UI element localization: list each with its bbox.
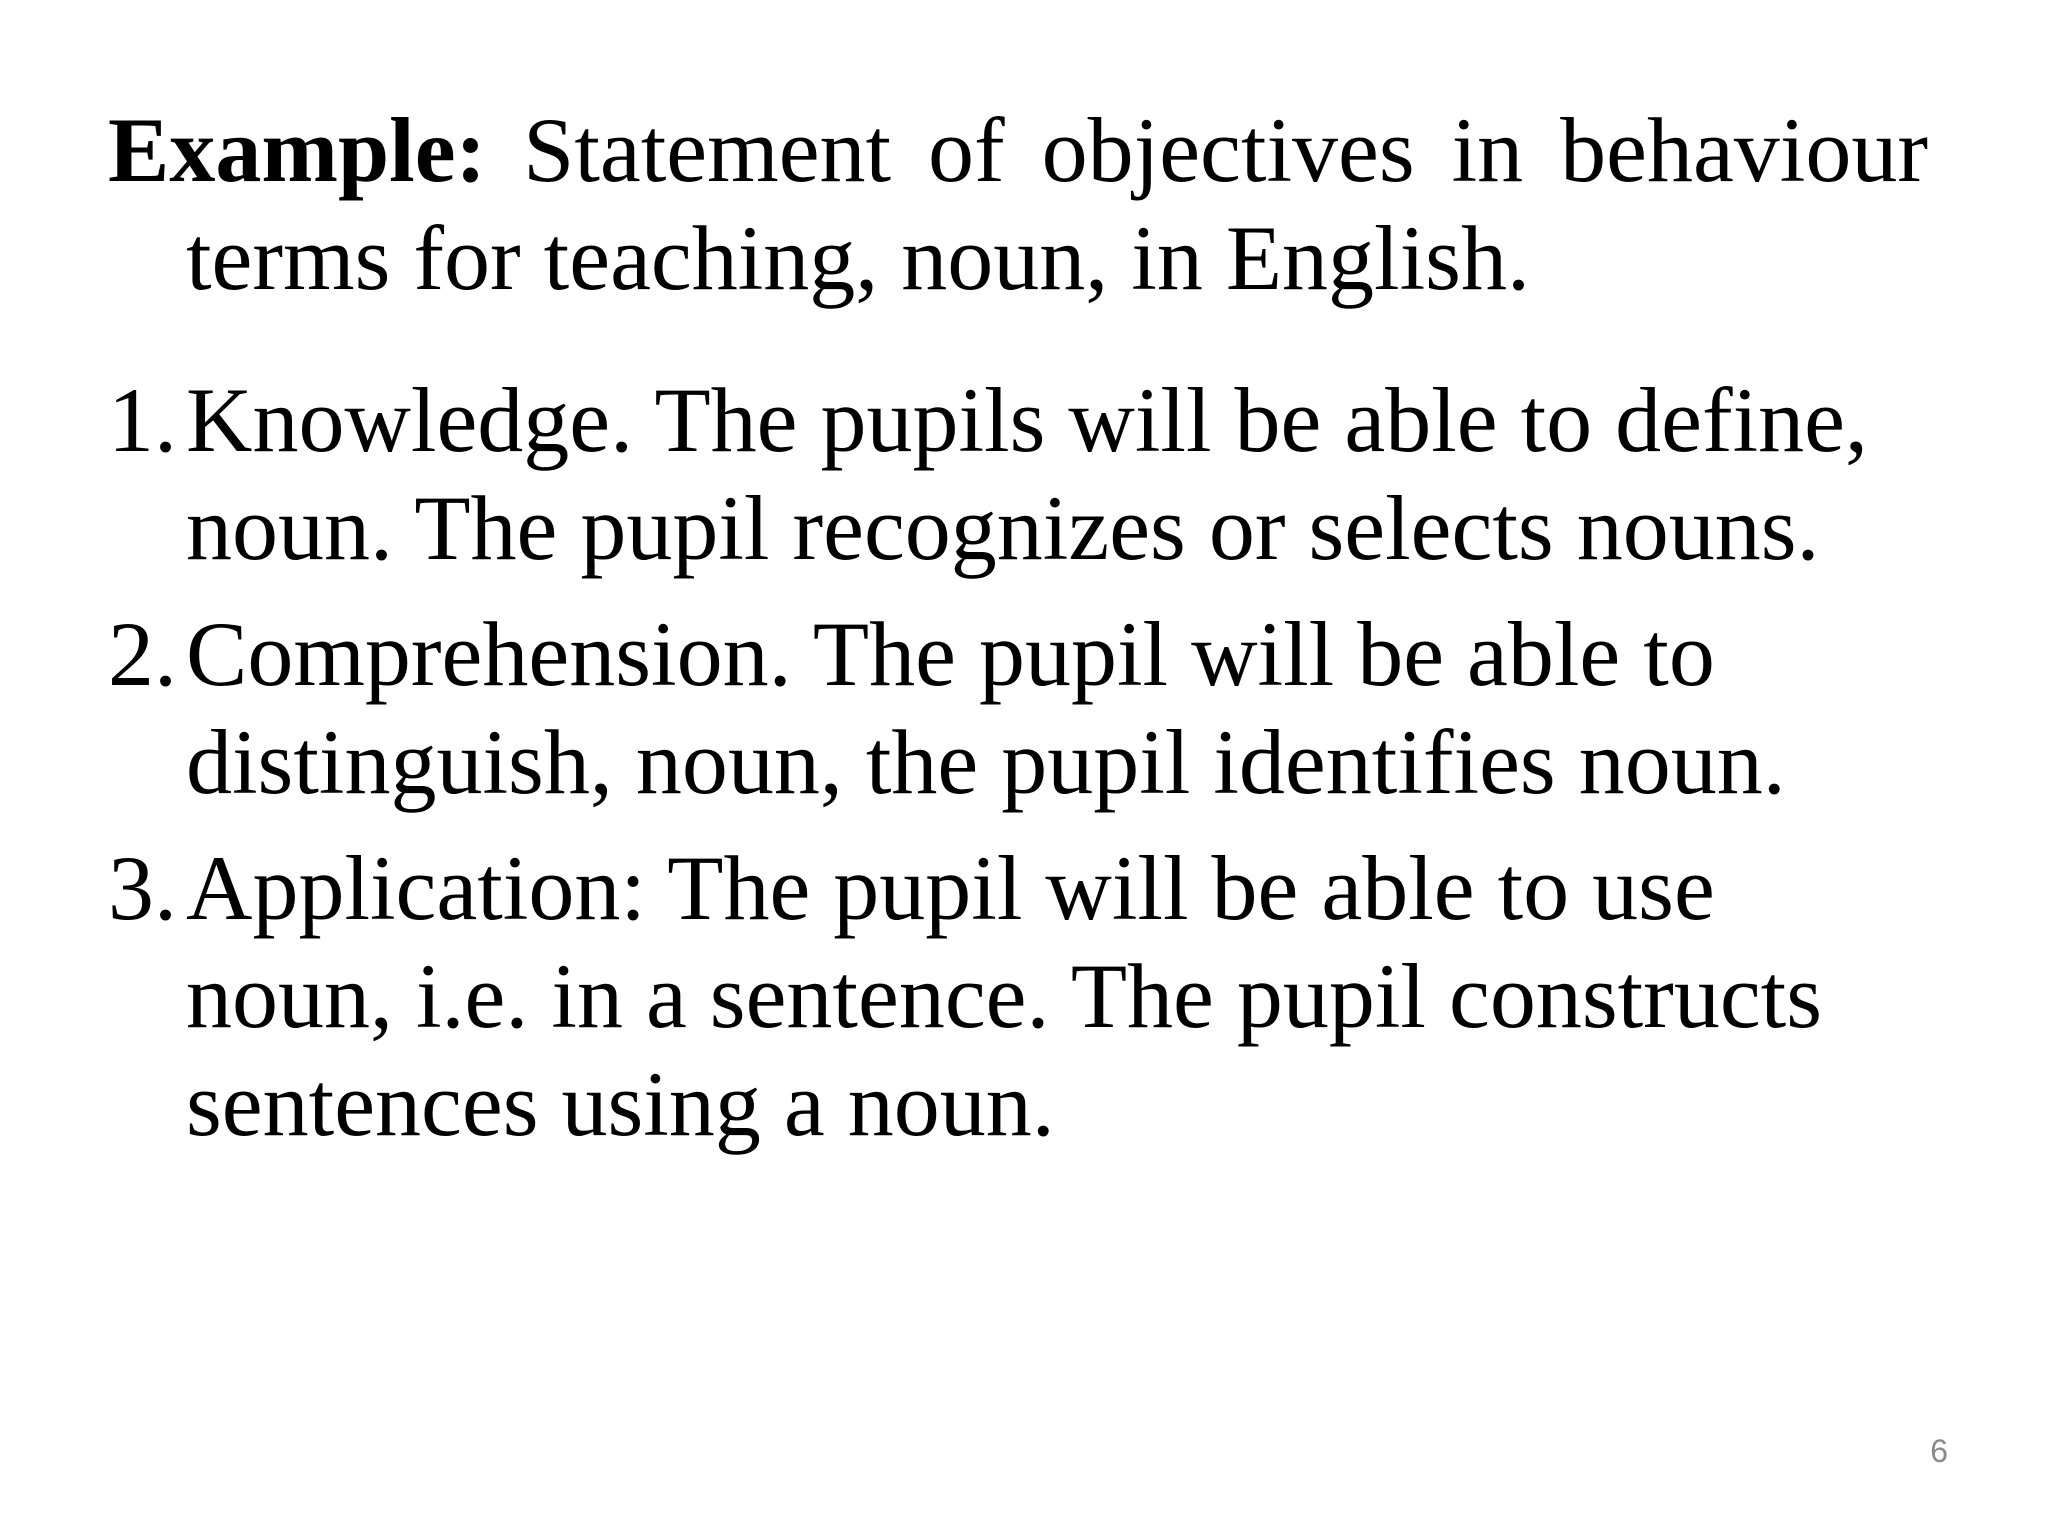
objective-text: Application: The pupil will be able to use noun, i.e. in a sentence. The pupil constructs sentences using a noun. xyxy=(186,837,1823,1155)
objective-number: 2. xyxy=(108,603,177,705)
objective-text: Knowledge. The pupils will be able to define, noun. The pupil recognizes or selects nouns. xyxy=(186,369,1869,579)
objective-item-knowledge xyxy=(108,366,1928,582)
objective-text: Comprehension. The pupil will be able to distinguish, noun, the pupil identifies noun. xyxy=(186,603,1786,813)
example-heading xyxy=(108,96,1928,312)
page-number: 6 xyxy=(1930,1433,1948,1469)
objective-item-comprehension xyxy=(108,600,1928,816)
objective-number: 1. xyxy=(108,369,177,471)
objective-number: 3. xyxy=(108,837,177,939)
objective-item-application xyxy=(108,834,1928,1158)
example-statement: Statement of objectives in behaviour terms for teaching, noun, in English. xyxy=(186,99,1928,309)
example-label: Example: xyxy=(108,99,487,201)
objectives-list xyxy=(108,366,1928,1158)
slide-content xyxy=(108,96,1928,1176)
